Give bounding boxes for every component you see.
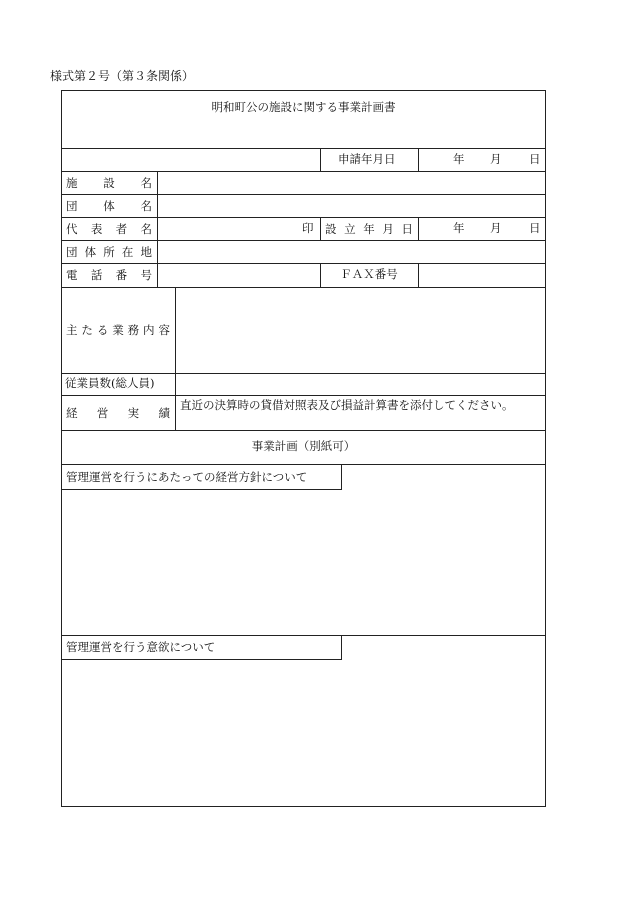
established-date-day: 日 (529, 221, 541, 235)
employees-label: 従業員数(総人員) (65, 376, 155, 390)
rule (61, 148, 546, 149)
organization-name-label: 団 体 名 (66, 198, 152, 213)
application-date-month: 月 (490, 152, 502, 166)
motivation-label: 管理運営を行う意欲について (66, 640, 216, 654)
plan-heading: 事業計画（別紙可） (251, 439, 356, 453)
main-business-label: 主 た る 業 務 内 容 (66, 323, 170, 337)
performance-note: 直近の決算時の貸借対照表及び損益計算書を添付してください。 (180, 398, 514, 412)
rule (320, 148, 321, 171)
rule (418, 148, 419, 171)
rule (418, 217, 419, 240)
phone-label: 電 話 番 号 (66, 268, 152, 282)
established-date-year: 年 (453, 221, 465, 235)
rule (418, 263, 419, 287)
performance-label: 経 営 実 績 (66, 405, 170, 420)
seal-mark: 印 (302, 221, 314, 235)
rule (157, 171, 158, 287)
form-number: 様式第２号（第３条関係） (50, 69, 195, 83)
established-date-label: 設 立 年 月 日 (325, 221, 413, 236)
established-date-month: 月 (490, 221, 502, 235)
rule (61, 430, 546, 431)
rule (320, 217, 321, 240)
rule (175, 287, 176, 430)
rule (61, 373, 546, 374)
form-title: 明和町公の施設に関する事業計画書 (211, 100, 396, 114)
fax-label: ＦＡＸ番号 (340, 267, 398, 281)
application-date-label: 申請年月日 (338, 152, 396, 166)
representative-name-label: 代 表 者 名 (66, 221, 152, 236)
facility-name-label: 施 設 名 (66, 175, 152, 190)
policy-label: 管理運営を行うにあたっての経営方針について (66, 470, 308, 484)
address-label: 団 体 所 在 地 (66, 244, 152, 259)
application-date-year: 年 (453, 152, 465, 166)
application-date-day: 日 (529, 152, 541, 166)
